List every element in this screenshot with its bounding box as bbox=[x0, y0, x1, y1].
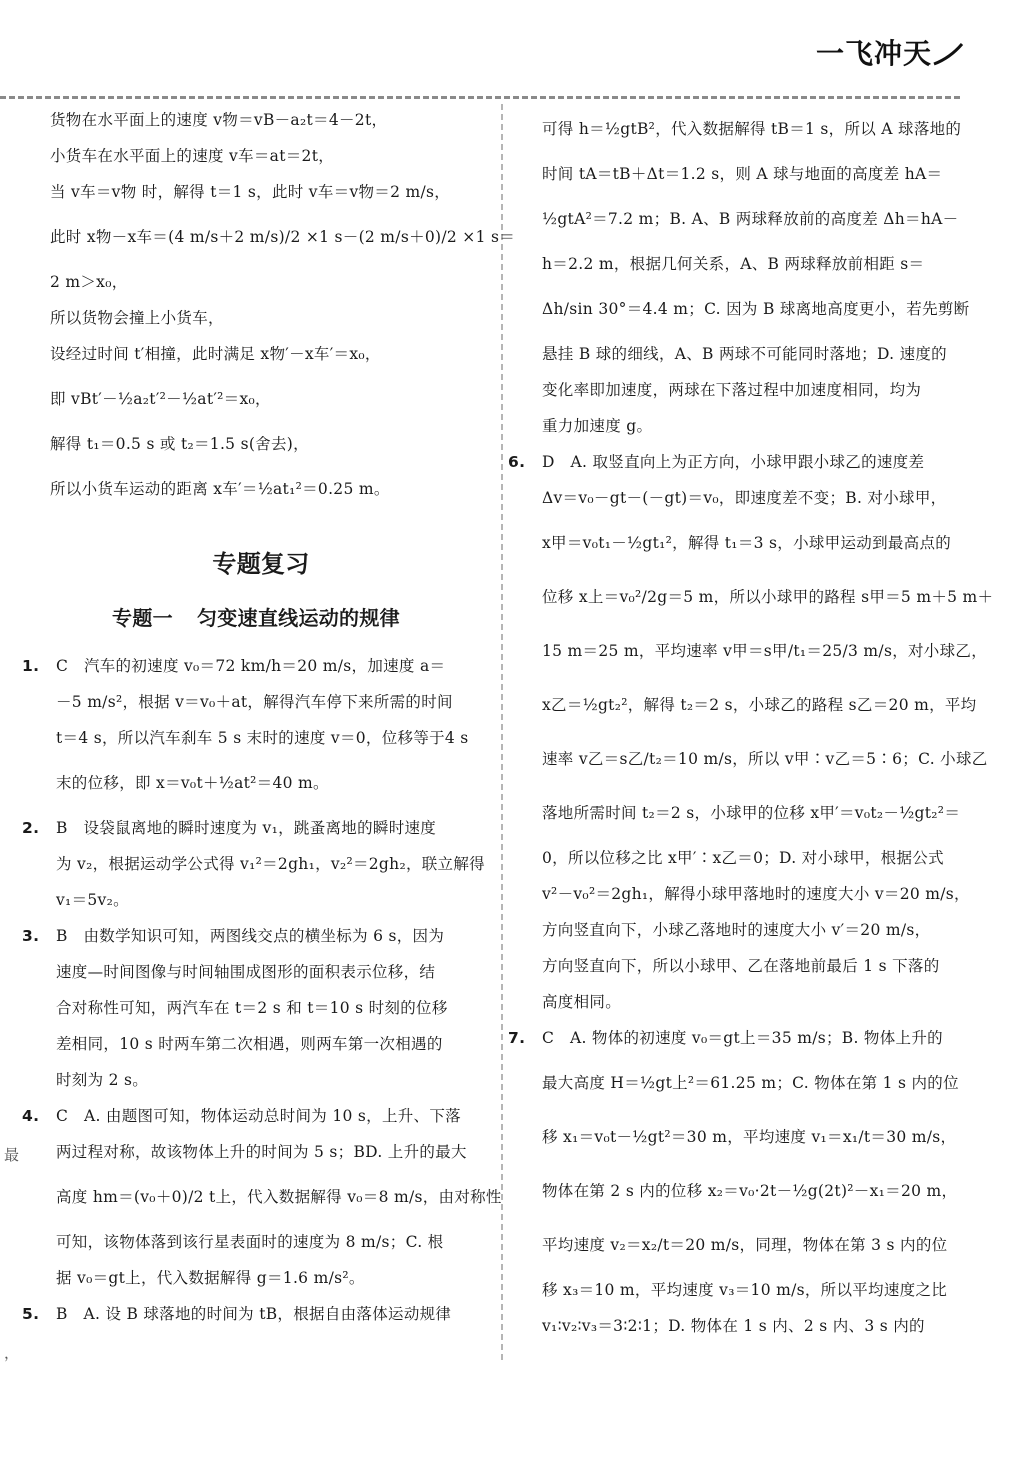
text-line: 合对称性可知，两汽车在 t＝2 s 和 t＝10 s 时刻的位移 bbox=[56, 999, 448, 1017]
text-line: B 由数学知识可知，两图线交点的横坐标为 6 s，因为 bbox=[56, 927, 445, 945]
text-line: 所以货物会撞上小货车， bbox=[50, 309, 224, 327]
answer-item-1 bbox=[22, 648, 490, 810]
text-line: Δh/sin 30°＝4.4 m；C. 因为 B 球离地高度更小，若先剪断 bbox=[542, 300, 970, 318]
item-number: 1. bbox=[22, 657, 40, 675]
text-line: 当 v车＝v物 时，解得 t＝1 s，此时 v车＝v物＝2 m/s， bbox=[50, 183, 451, 201]
text-line: 15 m＝25 m，平均速率 v甲＝s甲/t₁＝25/3 m/s，对小球乙， bbox=[542, 642, 988, 660]
text-line: －5 m/s²，根据 v＝v₀＋at，解得汽车停下来所需的时间 bbox=[56, 693, 453, 711]
text-line: 重力加速度 g。 bbox=[542, 417, 653, 435]
item-number: 7. bbox=[508, 1029, 526, 1047]
answer-item-5 bbox=[22, 1296, 490, 1332]
text-line: 最大高度 H＝½gt上²＝61.25 m；C. 物体在第 1 s 内的位 bbox=[542, 1074, 959, 1092]
topic-heading bbox=[22, 594, 490, 642]
brand-logo bbox=[816, 34, 964, 74]
item-number: 2. bbox=[22, 819, 40, 837]
answer-item-7 bbox=[508, 1020, 986, 1344]
text-line: t＝4 s，所以汽车刹车 5 s 末时的速度 v＝0，位移等于4 s bbox=[56, 729, 469, 747]
text-line: 即 vBt′－½a₂t′²－½at′²＝x₀， bbox=[50, 390, 271, 408]
text-line: 变化率即加速度，两球在下落过程中加速度相同，均为 bbox=[542, 381, 922, 399]
text-line: 据 v₀＝gt上，代入数据解得 g＝1.6 m/s²。 bbox=[56, 1269, 365, 1287]
text-line: 高度 hm＝(v₀＋0)/2 t上，代入数据解得 v₀＝8 m/s，由对称性 bbox=[56, 1188, 502, 1206]
topic-title: 匀变速直线运动的规律 bbox=[196, 606, 400, 630]
item-number: 5. bbox=[22, 1305, 40, 1323]
text-line: C A. 物体的初速度 v₀＝gt上＝35 m/s；B. 物体上升的 bbox=[542, 1029, 943, 1047]
left-column bbox=[22, 102, 516, 1332]
text-line: 差相同，10 s 时两车第二次相遇，则两车第一次相遇的 bbox=[56, 1035, 443, 1053]
header-divider bbox=[0, 96, 960, 99]
text-line: 落地所需时间 t₂＝2 s，小球甲的位移 x甲′＝v₀t₂－½gt₂²＝ bbox=[542, 804, 961, 822]
text-line: 0，所以位移之比 x甲′∶x乙＝0；D. 对小球甲，根据公式 bbox=[542, 849, 944, 867]
text-line: C A. 由题图可知，物体运动总时间为 10 s，上升、下落 bbox=[56, 1107, 461, 1125]
text-line: 小货车在水平面上的速度 v车＝at＝2t， bbox=[50, 147, 335, 165]
text-line: 此时 x物－x车＝(4 m/s＋2 m/s)/2 ×1 s－(2 m/s＋0)/2 ×1 s＝ bbox=[50, 228, 516, 246]
text-line: 可知，该物体落到该行星表面时的速度为 8 m/s；C. 根 bbox=[56, 1233, 444, 1251]
text-line: 货物在水平面上的速度 v物＝vB－a₂t＝4－2t， bbox=[50, 111, 388, 129]
text-line: 两过程对称，故该物体上升的时间为 5 s；BD. 上升的最大 bbox=[56, 1143, 467, 1161]
answer-item-4 bbox=[22, 1098, 502, 1296]
text-line: 位移 x上＝v₀²/2g＝5 m，所以小球甲的路程 s甲＝5 m＋5 m＋ bbox=[542, 588, 994, 606]
text-line: 末的位移，即 x＝v₀t＋½at²＝40 m。 bbox=[56, 774, 329, 792]
item-number: 6. bbox=[508, 453, 526, 471]
text-line: D A. 取竖直向上为正方向，小球甲跟小球乙的速度差 bbox=[542, 453, 925, 471]
right-column bbox=[508, 102, 994, 1344]
text-line: 方向竖直向下，所以小球甲、乙在落地前最后 1 s 下落的 bbox=[542, 957, 940, 975]
text-line: 时间 tA＝tB＋Δt＝1.2 s，则 A 球与地面的高度差 hA＝ bbox=[542, 165, 943, 183]
text-line: 高度相同。 bbox=[542, 993, 622, 1011]
edge-fragment: 最 bbox=[4, 1146, 20, 1164]
text-line: 速率 v乙＝s乙/t₂＝10 m/s，所以 v甲∶v乙＝5∶6；C. 小球乙 bbox=[542, 750, 988, 768]
text-line: 悬挂 B 球的细线，A、B 两球不可能同时落地；D. 速度的 bbox=[542, 345, 947, 363]
text-line: 平均速度 v₂＝x₂/t＝20 m/s，同理，物体在第 3 s 内的位 bbox=[542, 1236, 948, 1254]
item-number: 4. bbox=[22, 1107, 40, 1125]
text-line: 2 m＞x₀， bbox=[50, 273, 128, 291]
answer-item-5-continued bbox=[508, 102, 986, 444]
text-line: x乙＝½gt₂²，解得 t₂＝2 s，小球乙的路程 s乙＝20 m，平均 bbox=[542, 696, 977, 714]
edge-fragment: ， bbox=[4, 1344, 20, 1362]
item-number: 3. bbox=[22, 927, 40, 945]
text-line: C 汽车的初速度 v₀＝72 km/h＝20 m/s，加速度 a＝ bbox=[56, 657, 446, 675]
logo-text: 一飞冲天 bbox=[816, 37, 933, 70]
text-line: B 设袋鼠离地的瞬时速度为 v₁，跳蚤离地的瞬时速度 bbox=[56, 819, 437, 837]
text-line: 方向竖直向下，小球乙落地时的速度大小 v′＝20 m/s， bbox=[542, 921, 931, 939]
text-line: 移 x₃＝10 m，平均速度 v₃＝10 m/s，所以平均速度之比 bbox=[542, 1281, 948, 1299]
text-line: v₁＝5v₂。 bbox=[56, 891, 129, 909]
text-line: B A. 设 B 球落地的时间为 tB，根据自由落体运动规律 bbox=[56, 1305, 452, 1323]
text-line: 所以小货车运动的距离 x车′＝½at₁²＝0.25 m。 bbox=[50, 480, 390, 498]
answer-item-6 bbox=[508, 444, 994, 1020]
text-line: ½gtA²＝7.2 m；B. A、B 两球释放前的高度差 Δh＝hA－ bbox=[542, 210, 959, 228]
text-line: v₁∶v₂∶v₃＝3∶2∶1；D. 物体在 1 s 内、2 s 内、3 s 内的 bbox=[542, 1317, 925, 1335]
text-line: 解得 t₁＝0.5 s 或 t₂＝1.5 s(舍去)， bbox=[50, 435, 309, 453]
text-line: 设经过时间 t′相撞，此时满足 x物′－x车′＝x₀， bbox=[50, 345, 381, 363]
text-line: 为 v₂，根据运动学公式得 v₁²＝2gh₁，v₂²＝2gh₂，联立解得 bbox=[56, 855, 485, 873]
topic-label: 专题一 bbox=[112, 606, 173, 630]
answer-item-2 bbox=[22, 810, 490, 918]
text-line: x甲＝v₀t₁－½gt₁²，解得 t₁＝3 s，小球甲运动到最高点的 bbox=[542, 534, 952, 552]
text-line: Δv＝v₀－gt－(－gt)＝v₀，即速度差不变；B. 对小球甲， bbox=[542, 489, 947, 507]
section-title: 专题复习 bbox=[212, 550, 310, 578]
text-line: h＝2.2 m，根据几何关系，A、B 两球释放前相距 s＝ bbox=[542, 255, 925, 273]
text-line: 时刻为 2 s。 bbox=[56, 1071, 149, 1089]
text-line: v²－v₀²＝2gh₁，解得小球甲落地时的速度大小 v＝20 m/s， bbox=[542, 885, 970, 903]
column-divider bbox=[501, 104, 503, 1360]
answer-item-3 bbox=[22, 918, 490, 1098]
text-line: 速度—时间图像与时间轴围成图形的面积表示位移，结 bbox=[56, 963, 436, 981]
text-line: 可得 h＝½gtB²，代入数据解得 tB＝1 s，所以 A 球落地的 bbox=[542, 120, 962, 138]
text-line: 物体在第 2 s 内的位移 x₂＝v₀·2t－½g(2t)²－x₁＝20 m， bbox=[542, 1182, 958, 1200]
text-line: 移 x₁＝v₀t－½gt²＝30 m，平均速度 v₁＝x₁/t＝30 m/s， bbox=[542, 1128, 957, 1146]
